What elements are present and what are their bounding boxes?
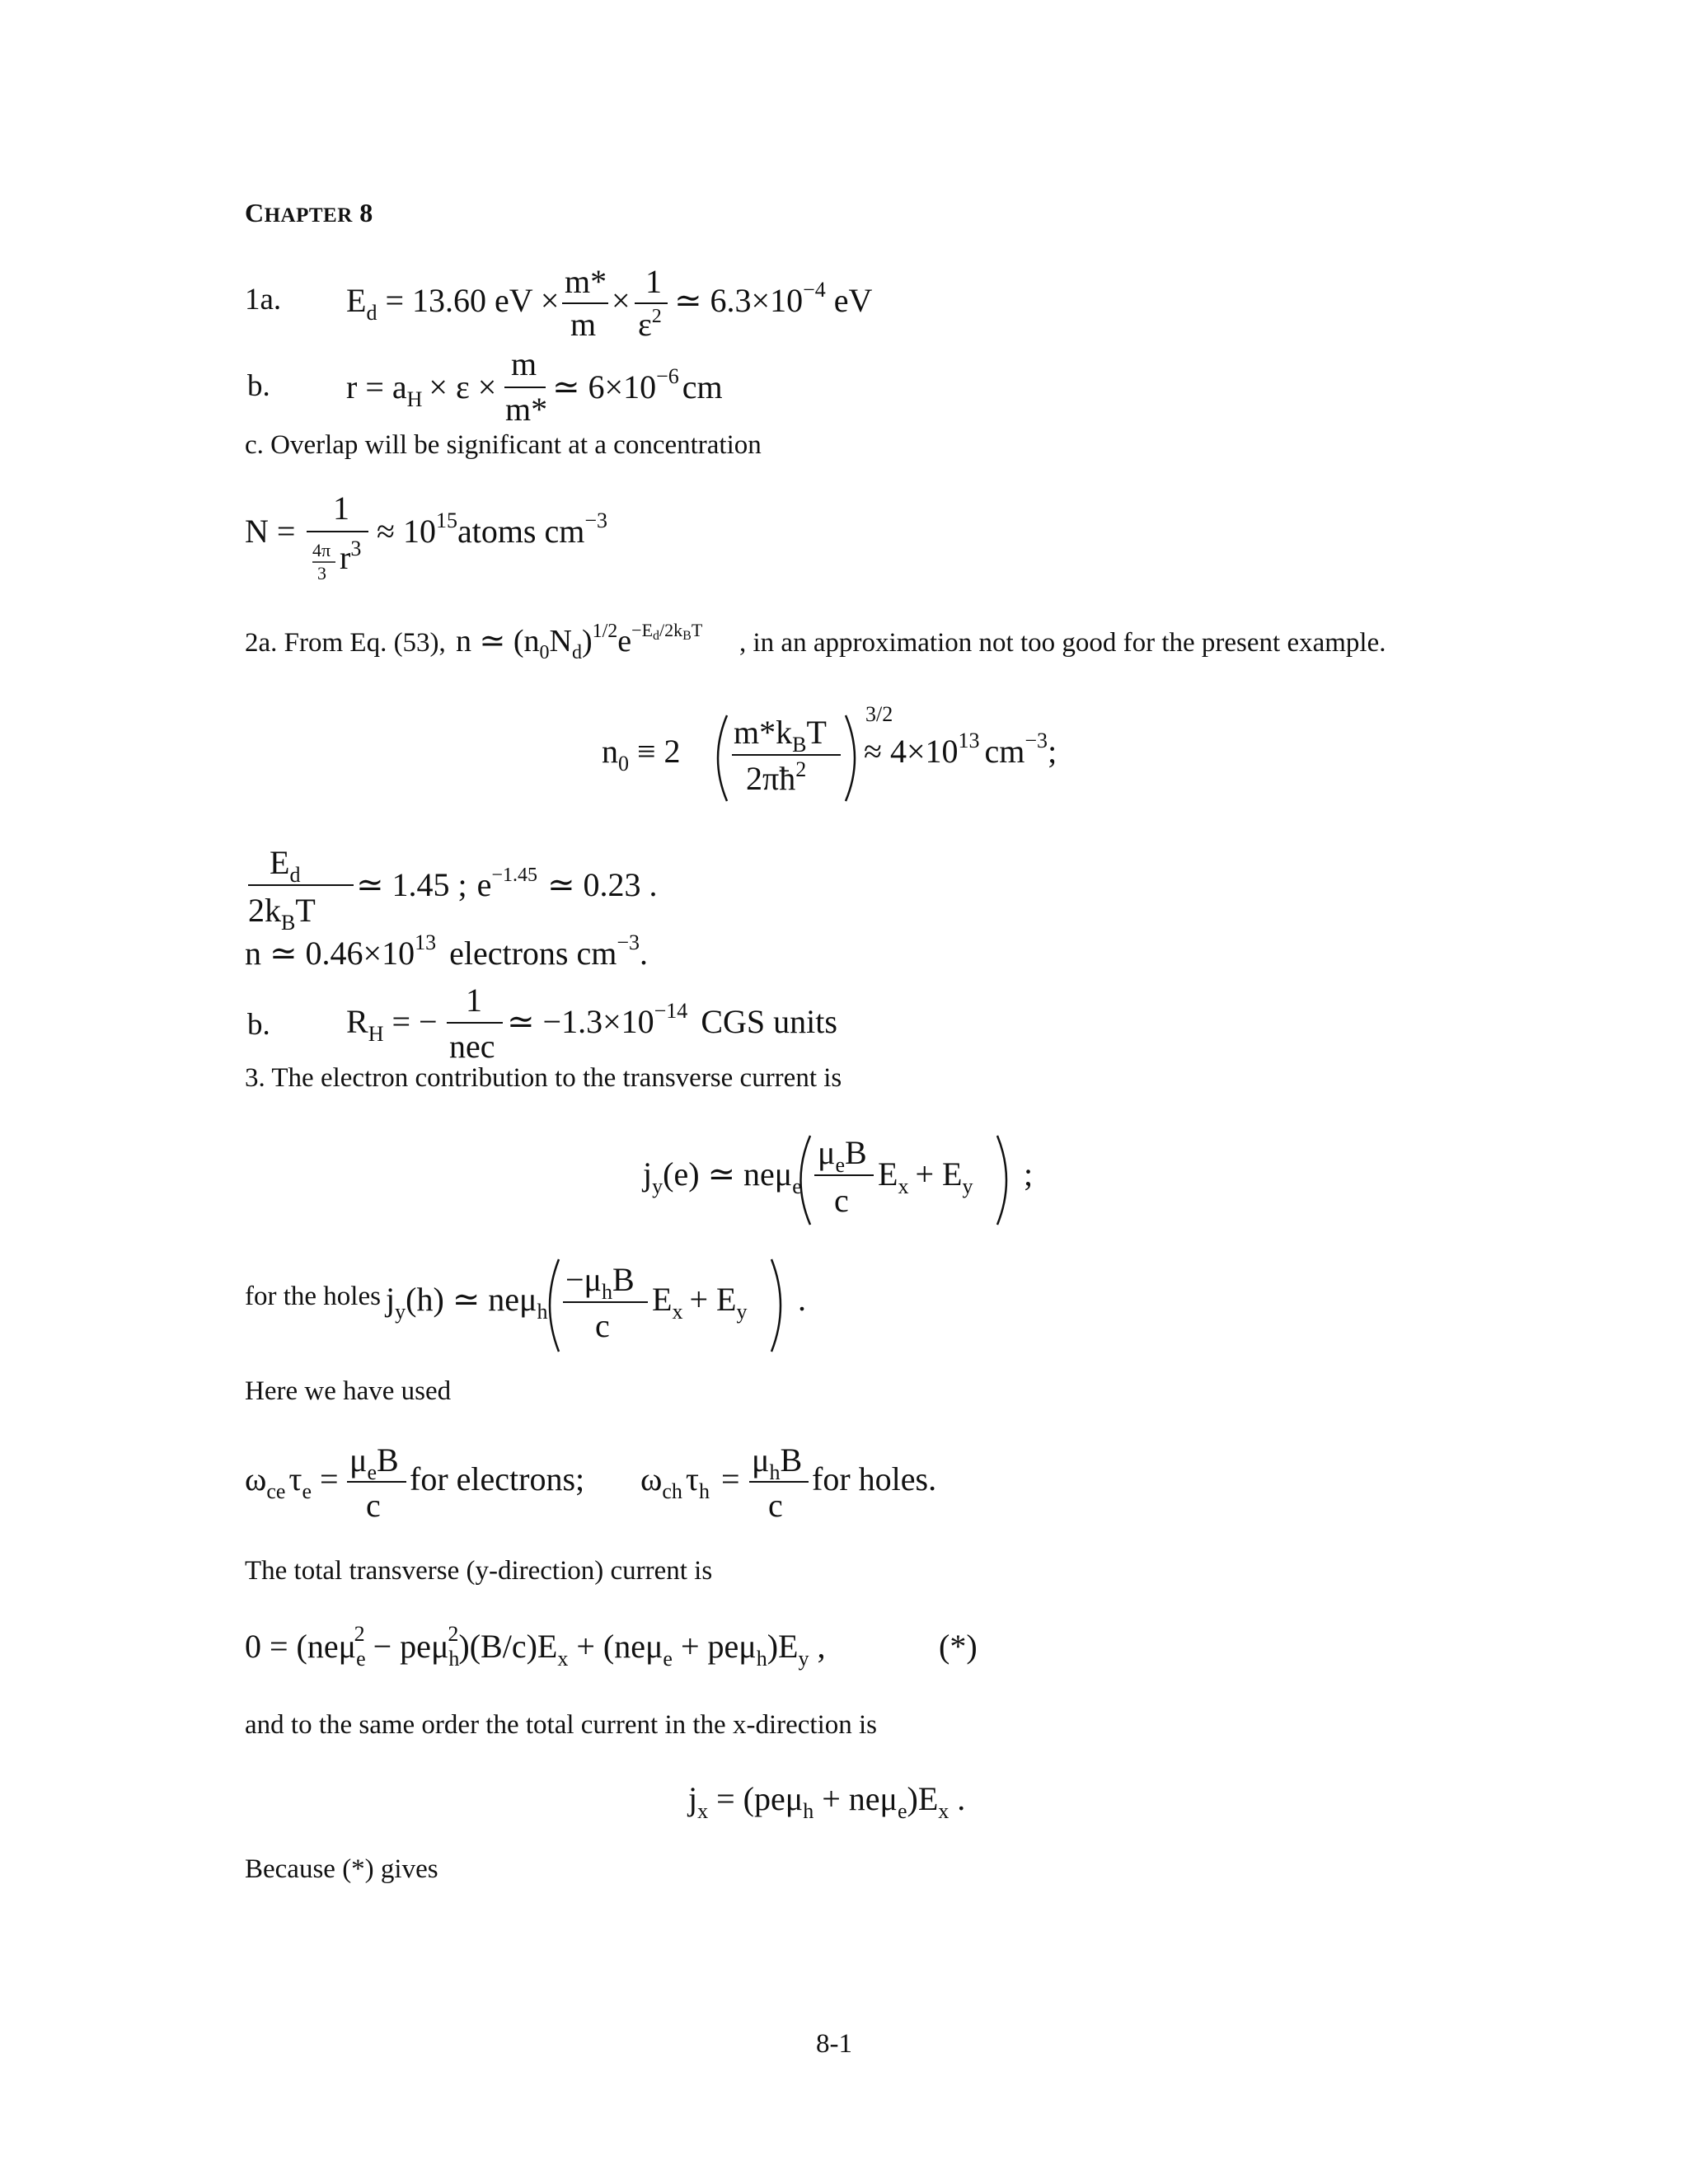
equation-1b xyxy=(346,342,841,433)
svg-text:m*kBT: $m*k_BT$ xyxy=(734,714,827,757)
svg-text:μhB: $\mu_hB$ xyxy=(752,1441,803,1484)
svg-text:jy(e) ≃ neμe: $j_y(e)$ ≃ neμ$_e$ xyxy=(643,1155,802,1198)
svg-text:Ex+ Ey: $E_x + E_y$ xyxy=(878,1155,973,1198)
svg-text:ωceτe=: $\omega_{ce}$ $\tau_e$ = xyxy=(245,1460,339,1503)
svg-text:n ≃ 0.46×1013electrons cm−3.: n ≃ $0.46\times 10^{13}$ electrons $cm^{-3}$. xyxy=(245,930,648,972)
paragraph-same-order: and to the same order the total current in the x-direction is xyxy=(245,1710,877,1740)
svg-text:m*: m* xyxy=(505,391,548,428)
svg-text:Ex+ Ey: $E_x + E_y$ xyxy=(652,1281,748,1324)
equation-jx xyxy=(688,1764,1034,1830)
svg-text:4π: 4π xyxy=(312,540,331,560)
equation-zero xyxy=(245,1611,1069,1677)
svg-text:RH= −: $R_H$ = − xyxy=(346,1003,438,1046)
svg-text:r = aH× ε ×: $r = a_H \times \varepsilon$ × xyxy=(346,368,497,411)
equation-RH xyxy=(346,977,907,1067)
svg-text:1: 1 xyxy=(645,263,662,300)
equation-n0 xyxy=(602,701,1137,816)
eq1a-lhs: E xyxy=(346,282,367,319)
svg-text:m: m xyxy=(570,306,597,343)
svg-text:nec: nec xyxy=(449,1028,495,1065)
paragraph-3: 3. The electron contribution to the transverse current is xyxy=(245,1063,842,1093)
equation-omega-tau xyxy=(245,1434,987,1533)
paragraph-here: Here we have used xyxy=(245,1376,452,1406)
svg-text:c: c xyxy=(768,1487,783,1524)
svg-text:3: 3 xyxy=(317,563,326,583)
paragraph-2a-prefix: 2a. From Eq. (53), xyxy=(245,628,446,658)
svg-text:n0≡ 2: $n_0 \equiv 2$ xyxy=(602,733,681,776)
label-1a: 1a. xyxy=(245,283,282,316)
paragraph-holes-prefix: for the holes xyxy=(245,1282,381,1311)
paragraph-1c: c. Overlap will be significant at a concentration xyxy=(245,430,762,460)
svg-text:≃ 6.3×10−4eV: ≃ $6.3\times 10^{-4}$ eV xyxy=(674,278,873,319)
label-1b: b. xyxy=(247,369,270,403)
equation-jy-h xyxy=(386,1251,814,1366)
svg-text:.: . xyxy=(798,1281,806,1318)
chapter-number: 8 xyxy=(359,198,373,227)
equation-2a-inline xyxy=(456,610,744,668)
svg-text:ε2: $\varepsilon^2$ xyxy=(638,306,662,343)
svg-text:1: 1 xyxy=(333,490,349,527)
svg-text:≃ 1.45 ;e−1.45≃ 0.23 .: ≃ 1.45 ; $e^{-1.45}$ ≃ 0.23 . xyxy=(356,865,658,903)
chapter-word-first: C xyxy=(245,198,265,227)
equation-tag-star: (*) xyxy=(939,1628,978,1665)
svg-text:jx = (peμh + neμe)Ex .: $j_x = (pe\mu_h + ne\mu_e)E_x$ . xyxy=(688,1780,966,1823)
svg-text:μeB: $\mu_eB$ xyxy=(818,1134,867,1177)
svg-text:m: m xyxy=(511,345,537,382)
svg-text:for electrons;: for electrons; xyxy=(410,1460,585,1497)
svg-text:n ≃ (n0Nd)1/2e−Ed/2kBT: n ≃ $(n_0N_d)^{1/2}e^{-E}d/2kBT$ xyxy=(456,620,703,663)
svg-text:2πħ2: $2\pi ħ^2$ xyxy=(746,757,807,797)
svg-text:r3: $r^3$ xyxy=(340,537,362,576)
svg-text:≈ 1015atoms cm−3: ≈ $10^{15}atoms$ $cm^{-3}$ xyxy=(377,509,608,550)
svg-text:;: ; xyxy=(1024,1155,1034,1193)
svg-text:Ed= 13.60 eV ×: $E_d = 13.60$ eV × xyxy=(346,282,560,325)
equation-jy-e xyxy=(643,1121,1055,1236)
svg-text:ωchτh=: $\omega_{ch}$ $\tau_h$ = xyxy=(640,1460,740,1503)
paragraph-total-transverse: The total transverse (y-direction) current is xyxy=(245,1556,713,1586)
svg-text:c: c xyxy=(366,1487,381,1524)
svg-text:m*: m* xyxy=(565,263,607,300)
paragraph-because: Because (*) gives xyxy=(245,1854,438,1884)
svg-text:0 = (neμe2 − peμh2)(B/c)Ex + (: $0 = (ne\mu_e2 - pe\mu_h2)(B/c)E_x + (ne\mu_e + pe\mu_h)E_y$ , xyxy=(245,1622,826,1671)
svg-text:Ed: $E_d$ xyxy=(270,844,301,887)
equation-n-value xyxy=(245,923,822,981)
svg-text:jy(h) ≃ neμh: $j_y(h)$ ≃ neμ$_h$ xyxy=(386,1281,548,1324)
svg-text:for holes.: for holes. xyxy=(812,1460,937,1497)
svg-text:−μhB: $-\mu_hB$ xyxy=(565,1261,635,1304)
chapter-word-rest: HAPTER xyxy=(264,204,353,227)
svg-text:2kBT: $2k_BT$ xyxy=(248,892,316,935)
svg-text:≈ 4×1013cm−3;: ≈ $4\times 10^{13}$ $cm^{-3}$; xyxy=(864,729,1057,770)
svg-text:c: c xyxy=(834,1182,849,1219)
page-number: 8-1 xyxy=(816,2029,852,2059)
equation-N xyxy=(245,486,739,593)
svg-text:c: c xyxy=(595,1307,610,1344)
svg-text:N =: N = xyxy=(245,513,296,550)
label-2b: b. xyxy=(247,1008,270,1042)
svg-text:1: 1 xyxy=(466,982,482,1019)
svg-text:≃ −1.3×10−14CGS units: ≃ $-1.3\times 10^{-14}$ CGS units xyxy=(507,999,837,1040)
svg-text:×: × xyxy=(612,282,631,319)
chapter-heading xyxy=(245,198,373,228)
svg-text:≃ 6×10−6cm: ≃ $6\times 10^{-6}$ cm xyxy=(552,364,723,405)
paragraph-2a-suffix: , in an approximation not too good for the present example. xyxy=(739,628,1386,658)
svg-text:3/2: 3/2 xyxy=(865,702,893,726)
equation-1a xyxy=(346,255,923,346)
svg-text:μeB: $\mu_eB$ xyxy=(349,1441,399,1484)
